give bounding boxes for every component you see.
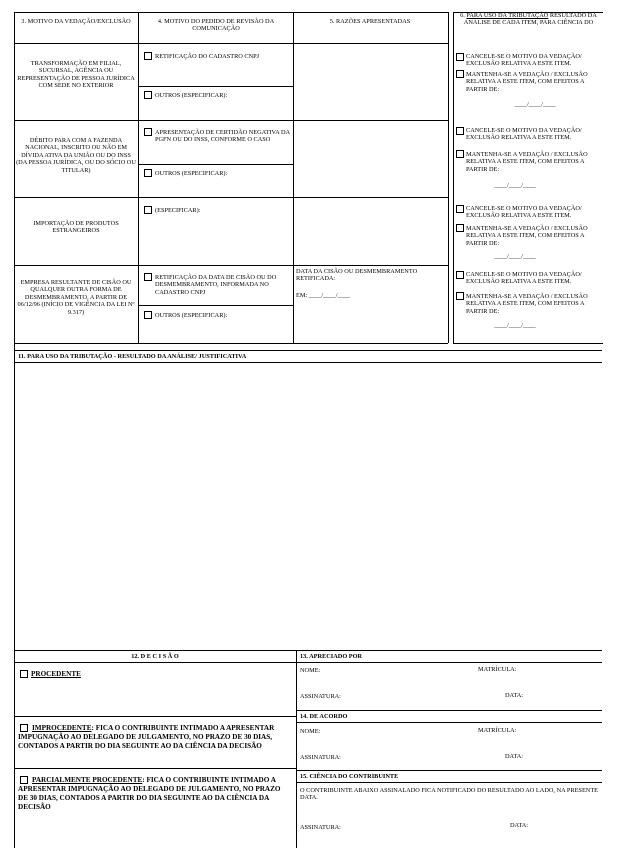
row1-opt2-checkbox[interactable] xyxy=(144,91,152,99)
s14-matricula: MATRÍCULA: xyxy=(478,727,517,734)
row3-date: ____/____/____ xyxy=(494,253,536,260)
row2-opt1-label: APRESENTAÇÃO DE CERTIDÃO NEGATIVA DA PGFN OU DO INSS, CONFORME O CASO xyxy=(155,129,290,144)
section-12-title: 12. D E C I S Ã O xyxy=(131,653,179,660)
section-15-title: 15. CIÊNCIA DO CONTRIBUINTE xyxy=(300,773,399,780)
row4-r2-label: MANTENHA-SE A VEDAÇÃO / EXCLUSÃO RELATIVA A ESTE ITEM, COM EFEITOS A PARTIR DE: xyxy=(466,293,588,315)
row2-opt2-checkbox[interactable] xyxy=(144,169,152,177)
header-motivo-pedido: 4. MOTIVO DO PEDIDO DE REVISÃO DA COMUNICAÇÃO xyxy=(157,18,275,33)
row4-opt1-checkbox[interactable] xyxy=(144,273,152,281)
row2-r2-label: MANTENHA-SE A VEDAÇÃO / EXCLUSÃO RELATIVA A ESTE ITEM, COM EFEITOS A PARTIR DE: xyxy=(466,151,588,173)
header-uso-tributacao: 6. PARA USO DA TRIBUTAÇÃO RESULTADO DA ANÁLISE DE CADA ITEM, PARA CIÊNCIA DO xyxy=(460,12,597,27)
s15-text: O CONTRIBUINTE ABAIXO ASSINALADO FICA NOTIFICADO DO RESULTADO AO LADO, NA PRESENTE DATA. xyxy=(300,787,599,802)
s15-data: DATA: xyxy=(510,822,529,829)
s14-data: DATA: xyxy=(505,753,524,760)
row2-r1-checkbox[interactable] xyxy=(456,127,464,135)
row4-date: ____/____/____ xyxy=(494,322,536,329)
row3-opt1-checkbox[interactable] xyxy=(144,206,152,214)
row3-r2-checkbox[interactable] xyxy=(456,224,464,232)
data-cisao-date: EM: ____/____/____ xyxy=(296,292,351,299)
row1-opt2-label: OUTROS (ESPECIFICAR): xyxy=(155,92,228,99)
row1-r1-checkbox[interactable] xyxy=(456,53,464,61)
row2-opt2-label: OUTROS (ESPECIFICAR): xyxy=(155,170,228,177)
section-14-title: 14. DE ACORDO xyxy=(300,713,348,720)
row4-opt2-checkbox[interactable] xyxy=(144,311,152,319)
row1-r1-label: CANCELE-SE O MOTIVO DA VEDAÇÃO/ EXCLUSÃO RELATIVA A ESTE ITEM. xyxy=(466,53,582,68)
s13-nome: NOME: xyxy=(300,667,321,674)
row3-opt1-label: (ESPECIFICAR): xyxy=(155,207,201,214)
header-razoes: 5. RAZÕES APRESENTADAS xyxy=(329,18,411,25)
s13-data: DATA: xyxy=(505,692,524,699)
row3-r1-checkbox[interactable] xyxy=(456,205,464,213)
procedente-label: PROCEDENTE xyxy=(31,670,81,678)
s14-nome: NOME: xyxy=(300,728,321,735)
row1-opt1-checkbox[interactable] xyxy=(144,52,152,60)
row3-r1-label: CANCELE-SE O MOTIVO DA VEDAÇÃO/ EXCLUSÃO RELATIVA A ESTE ITEM. xyxy=(466,205,582,220)
section-11-title: 11. PARA USO DA TRIBUTAÇÃO - RESULTADO DA ANÁLISE/ JUSTIFICATIVA xyxy=(18,353,247,360)
reason-importacao: IMPORTAÇÃO DE PRODUTOS ESTRANGEIROS xyxy=(33,220,119,235)
data-cisao-label: DATA DA CISÃO OU DESMEMBRAMENTO RETIFICADA: xyxy=(296,268,418,283)
improcedente-text: IMPROCEDENTE: FICA O CONTRIBUINTE INTIMADO A APRESENTAR IMPUGNAÇÃO AO DELEGADO DE JULGAMENTO, NO PRAZO DE 30 DIAS, CONTADOS A PARTIR DO DIA SEGUINTE AO DA CIÊNCIA DA DECISÃO xyxy=(18,724,275,750)
row3-r2-label: MANTENHA-SE A VEDAÇÃO / EXCLUSÃO RELATIVA A ESTE ITEM, COM EFEITOS A PARTIR DE: xyxy=(466,225,588,247)
row2-r1-label: CANCELE-SE O MOTIVO DA VEDAÇÃO/ EXCLUSÃO RELATIVA A ESTE ITEM. xyxy=(466,127,582,142)
reason-debito: DÉBITO PARA COM A FAZENDA NACIONAL, INSCRITO OU NÃO EM DÍVIDA ATIVA DA UNIÃO OU DO INSS (DA PESSOA JURÍDICA, OU DO SÓCIO OU TITULAR) xyxy=(16,137,136,174)
row4-r2-checkbox[interactable] xyxy=(456,292,464,300)
row1-r2-label: MANTENHA-SE A VEDAÇÃO / EXCLUSÃO RELATIVA A ESTE ITEM, COM EFEITOS A PARTIR DE: xyxy=(466,71,588,93)
s15-assinatura: ASSINATURA: xyxy=(300,824,341,831)
header-motivo-vedacao: 3. MOTIVO DA VEDAÇÃO/EXCLUSÃO xyxy=(21,18,131,25)
procedente-checkbox[interactable] xyxy=(20,670,28,678)
justificativa-area[interactable] xyxy=(15,363,602,649)
s14-assinatura: ASSINATURA: xyxy=(300,754,341,761)
row2-opt1-checkbox[interactable] xyxy=(144,128,152,136)
reason-transformacao: TRANSFORMAÇÃO EM FILIAL, SUCURSAL, AGÊNCIA OU REPRESENTAÇÃO DE PESSOA JURÍDICA COM SEDE NO EXTERIOR xyxy=(17,60,135,90)
row1-opt1-label: RETIFICAÇÃO DO CADASTRO CNPJ xyxy=(155,53,260,60)
row4-r1-checkbox[interactable] xyxy=(456,271,464,279)
parcial-text: PARCIALMENTE PROCEDENTE: FICA O CONTRIBUINTE INTIMADO A APRESENTAR IMPUGNAÇÃO AO DELEGADO DE JULGAMENTO, NO PRAZO DE 30 DIAS, CONTADOS A PARTIR DO DIA SEGUINTE AO DA CIÊNCIA DA DECISÃO xyxy=(18,776,281,811)
row4-opt2-label: OUTROS (ESPECIFICAR): xyxy=(155,312,228,319)
row2-date: ____/____/____ xyxy=(494,182,536,189)
s13-matricula: MATRÍCULA: xyxy=(478,666,517,673)
row1-date: ____/____/____ xyxy=(514,101,556,108)
s13-assinatura: ASSINATURA: xyxy=(300,693,341,700)
reason-cisao: EMPRESA RESULTANTE DE CISÃO OU QUALQUER OUTRA FORMA DE DESMEMBRAMENTO, A PARTIR DE 06/12/96 (INÍCIO DE VIGÊNCIA DA LEI Nº 9.317) xyxy=(17,279,135,316)
row2-r2-checkbox[interactable] xyxy=(456,150,464,158)
row4-r1-label: CANCELE-SE O MOTIVO DA VEDAÇÃO/ EXCLUSÃO RELATIVA A ESTE ITEM. xyxy=(466,271,582,286)
row1-r2-checkbox[interactable] xyxy=(456,70,464,78)
row4-opt1-label: RETIFICAÇÃO DA DATA DE CISÃO OU DO DESMEMBRAMENTO, INFORMADA NO CADASTRO CNPJ xyxy=(155,274,277,296)
section-13-title: 13. APRECIADO POR xyxy=(300,653,363,660)
